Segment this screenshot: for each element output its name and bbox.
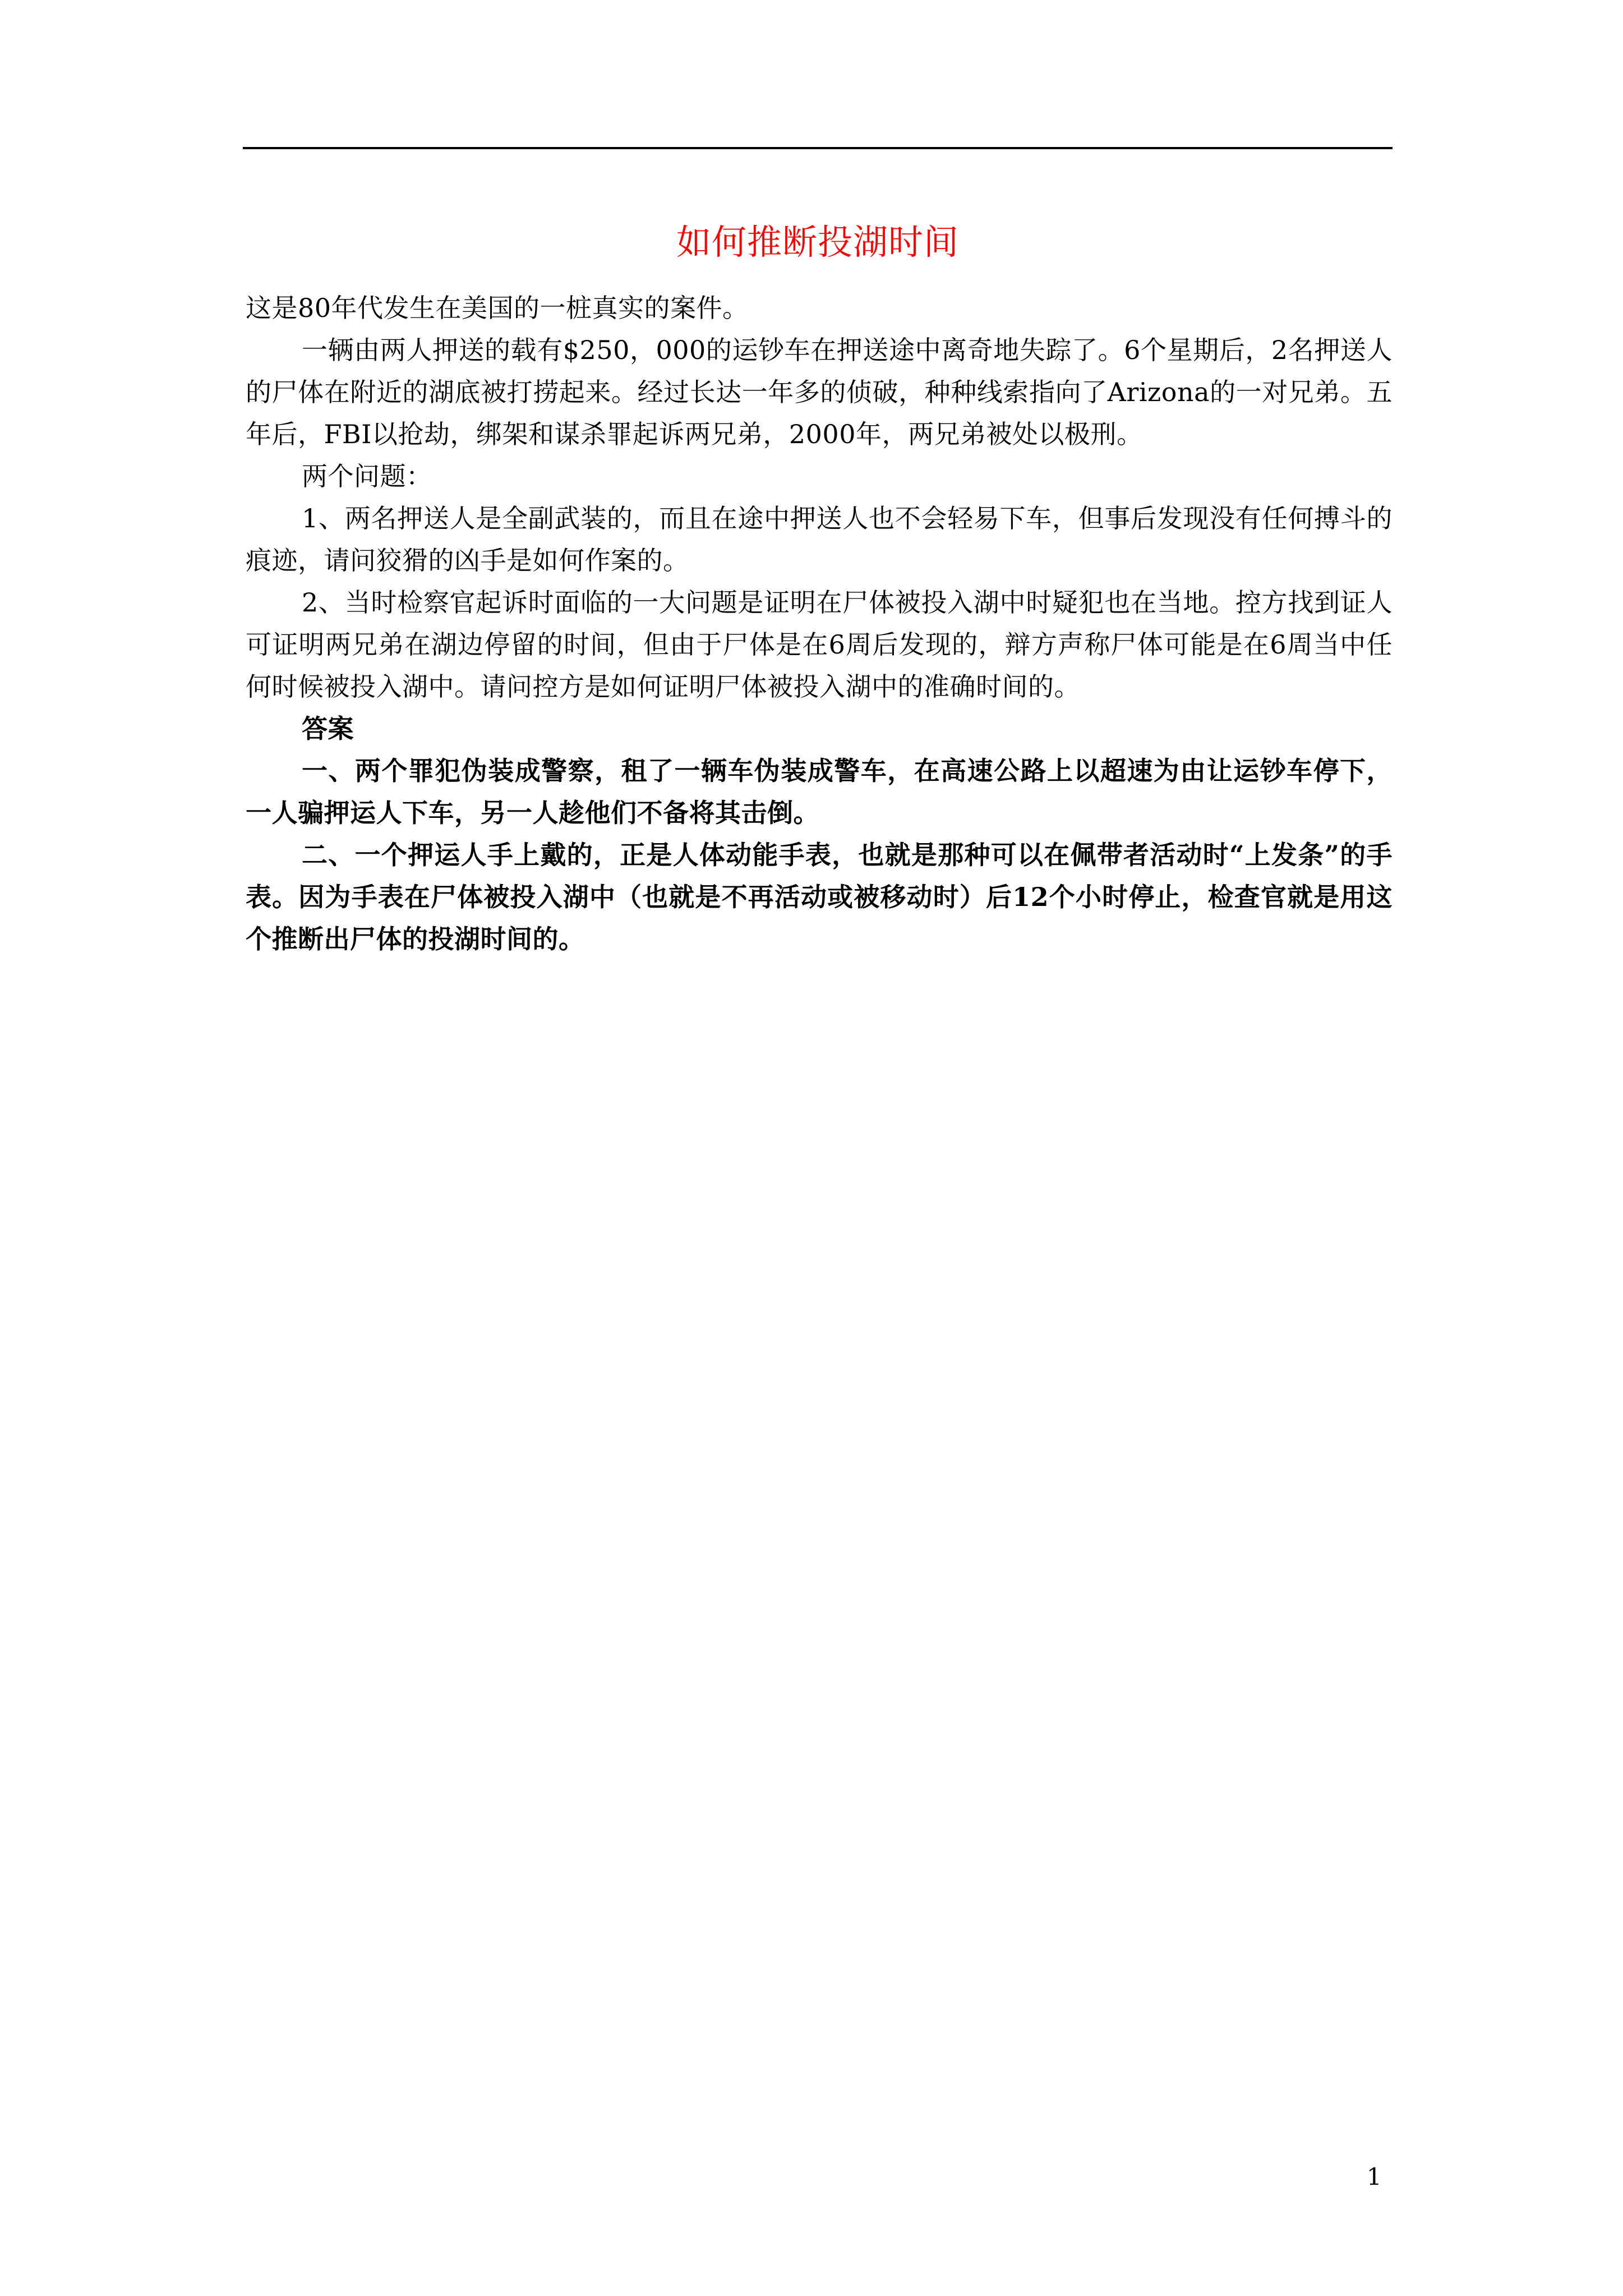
document-body <box>246 287 1393 960</box>
header-rule <box>243 147 1393 149</box>
question-2: 2、当时检察官起诉时面临的一大问题是证明在尸体被投入湖中时疑犯也在当地。控方找到证人可证明两兄弟在湖边停留的时间，但由于尸体是在6周后发现的，辩方声称尸体可能是在6周当中任何时候被投入湖中。请问控方是如何证明尸体被投入湖中的准确时间的。 <box>246 587 1393 702</box>
page-number: 1 <box>1367 2163 1382 2191</box>
questions-heading: 两个问题： <box>302 461 432 491</box>
case-paragraph: 一辆由两人押送的载有$250，000的运钞车在押送途中离奇地失踪了。6个星期后，2名押送人的尸体在附近的湖底被打捞起来。经过长达一年多的侦破，种种线索指向了Arizona的一对兄弟。五年后，FBI以抢劫，绑架和谋杀罪起诉两兄弟，2000年，两兄弟被处以极刑。 <box>246 335 1393 449</box>
intro-paragraph: 这是80年代发生在美国的一桩真实的案件。 <box>246 293 749 323</box>
answer-1: 一、两个罪犯伪装成警察，租了一辆车伪装成警车，在高速公路上以超速为由让运钞车停下，一人骗押运人下车，另一人趁他们不备将其击倒。 <box>246 756 1393 828</box>
question-1: 1、两名押送人是全副武装的，而且在途中押送人也不会轻易下车，但事后发现没有任何搏斗的痕迹，请问狡猾的凶手是如何作案的。 <box>246 503 1393 576</box>
document-title: 如何推断投湖时间 <box>676 222 959 263</box>
answer-2: 二、一个押运人手上戴的，正是人体动能手表，也就是那种可以在佩带者活动时“上发条”的手表。因为手表在尸体被投入湖中（也就是不再活动或被移动时）后12个小时停止，检查官就是用这个推断出尸体的投湖时间的。 <box>246 840 1393 954</box>
answer-heading: 答案 <box>302 714 354 744</box>
